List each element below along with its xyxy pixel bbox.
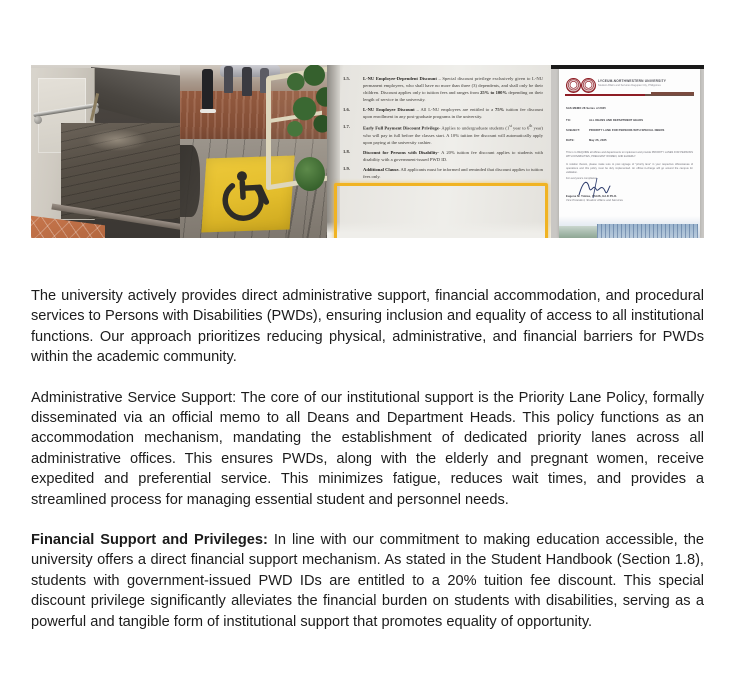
handbook-item xyxy=(343,166,543,180)
handbook-item xyxy=(343,75,543,103)
memo-to-label: TO: xyxy=(566,119,571,122)
pwd-floor-marking-photo xyxy=(180,65,327,238)
page-gutter-shadow xyxy=(327,65,340,238)
person-figure xyxy=(224,66,233,93)
memo-header-accent xyxy=(651,92,694,95)
footer-building xyxy=(597,224,698,238)
top-shadow-band xyxy=(390,0,730,12)
person-figure xyxy=(242,67,252,96)
memo-date-label: DATE: xyxy=(566,139,575,142)
dark-wall-region xyxy=(91,67,180,130)
potted-plant xyxy=(295,157,325,191)
handrail-mount xyxy=(34,116,42,124)
memo-number: SAS MEMO 28 Series of 2025 xyxy=(566,107,606,110)
person-figure xyxy=(202,69,213,109)
memo-sheet xyxy=(559,69,700,238)
memo-date-value: May 26, 2025 xyxy=(589,139,607,142)
wheelchair-head xyxy=(237,171,248,182)
handbook-item-text: Additional Clause. All applicants must be informed and reminded that discount applies to tuition fees only. xyxy=(363,166,543,179)
memo-university-sub: Student Affairs and Services Dagupan City, Philippines xyxy=(598,84,661,87)
memo-university-name: LYCEUM-NORTHWESTERN UNIVERSITY xyxy=(598,79,667,83)
university-seal-icon xyxy=(566,78,581,93)
handbook-item-number: 1.9. xyxy=(343,166,350,172)
handbook-item-list xyxy=(343,75,543,234)
potted-plant xyxy=(287,65,327,149)
paragraph-financial-support-and-privileges: Financial Support and Privileges: In line with our commitment to making education accessible, the university offers a direct financial support mechanism. As stated in the Student Handbook (Section 1.8), students with government-issued PWD IDs are entitled to a 20% tuition fee discount. This special discount privilege significantly alleviates the financial burden on students with disabilities, serving as a powerful and tangible form of institutional support that promotes equality of opportunity. xyxy=(31,532,704,630)
handbook-item-pwd-discount xyxy=(343,149,543,163)
handbook-item-text: L-NU Employee-Dependent Discount – Special discount privilege exclusively given to L-NU permanent employees, who shall have no more than three (3) dependents, and shall only be their children. Discount applies only to tuition fees and ranges from 25% to 100% depending on their length of service in the university. xyxy=(363,76,543,102)
handbook-item xyxy=(343,123,543,146)
floor-stain xyxy=(87,129,147,151)
paragraph-overview: The university actively provides direct administrative support, financial accommodation, and procedural services to Persons with Disabilities (PWDs), ensuring inclusion and equality of access to all institutional functions. Our approach prioritizes reducing physical, administrative, and financial barriers for PWDs within the academic community. xyxy=(31,288,704,366)
handbook-item-number: 1.8. xyxy=(343,149,350,155)
person-shoes xyxy=(200,109,216,113)
handbook-item xyxy=(343,106,543,120)
memo-signatory-title: Vice President, Student Affairs and Services xyxy=(566,199,623,202)
handbook-item-text: Discount for Persons with Disability- A 20% tuition fee discount applies to students with disability with a government-issued PWD ID. xyxy=(363,149,543,162)
article-body xyxy=(31,286,704,632)
shadow-region xyxy=(180,145,200,217)
student-handbook-scan xyxy=(327,65,551,238)
university-seal-icon xyxy=(581,78,596,93)
memo-subject-label: SUBJECT: xyxy=(566,129,580,132)
memo-closing: For everyone's compliance. xyxy=(566,177,598,180)
ramp-entrance-photo xyxy=(31,65,180,238)
handbook-item-number: 1.5. xyxy=(343,75,350,81)
handbook-item-number: 1.7. xyxy=(343,123,350,129)
photo-collage xyxy=(31,65,704,238)
memo-subject-value: PRIORITY LANE FOR PERSONS WITH SPECIAL NEEDS xyxy=(589,129,665,132)
memo-signatory-name: Eugene M. Tobias, CSAIS, Ed.D Ph.D. xyxy=(566,195,618,198)
priority-lane-memo-scan xyxy=(551,65,704,238)
handbook-item-number: 1.6. xyxy=(343,106,350,112)
memo-body-paragraph-2: In relation thereto, please make sure to post signage of "priority lane" in your respective offices/areas of operations and this policy must be duly implemented. An officer-in-charge will go around the campus for validation. xyxy=(566,163,693,174)
handbook-item-text: Early Full Payment Discount Privilege- Applies to undergraduate students (1st year to 6th year) who will pay in full before the classes start. A 10% tuition fee discount will automatically apply upon paying at the university cashier. xyxy=(363,124,543,145)
handbook-item-text: L-NU Employee Discount – All L-NU employees are entitled to a 75% tuition fee discount upon enrollment in any post-graduate programs in the university. xyxy=(363,107,543,119)
page-bottom-fade xyxy=(327,222,551,238)
paragraph-administrative-service-support: Administrative Service Support: The core of our institutional support is the Priority Lane Policy, formally disseminated via an official memo to all Deans and Department Heads. This policy functions as an accommodation mechanism, mandating the establishment of dedicated priority lanes across all administrative offices. This ensures PWDs, along with the elderly and pregnant women, receive expedited and preferential service. This minimizes fatigue, reduces wait times, and provides a streamlined process for managing essential student and personnel needs. xyxy=(31,389,704,508)
memo-footer-photo xyxy=(559,216,700,238)
memo-body-paragraph-1: This is to REQUIRE all offices and departments to implement and provide PRIORITY LANES FOR PERSONS WITH DISABILITIES, PREGNANT WOMEN, AND ELDERLY. xyxy=(566,151,693,158)
memo-to-value: ALL DEANS AND DEPARTMENT HEADS xyxy=(589,119,644,122)
